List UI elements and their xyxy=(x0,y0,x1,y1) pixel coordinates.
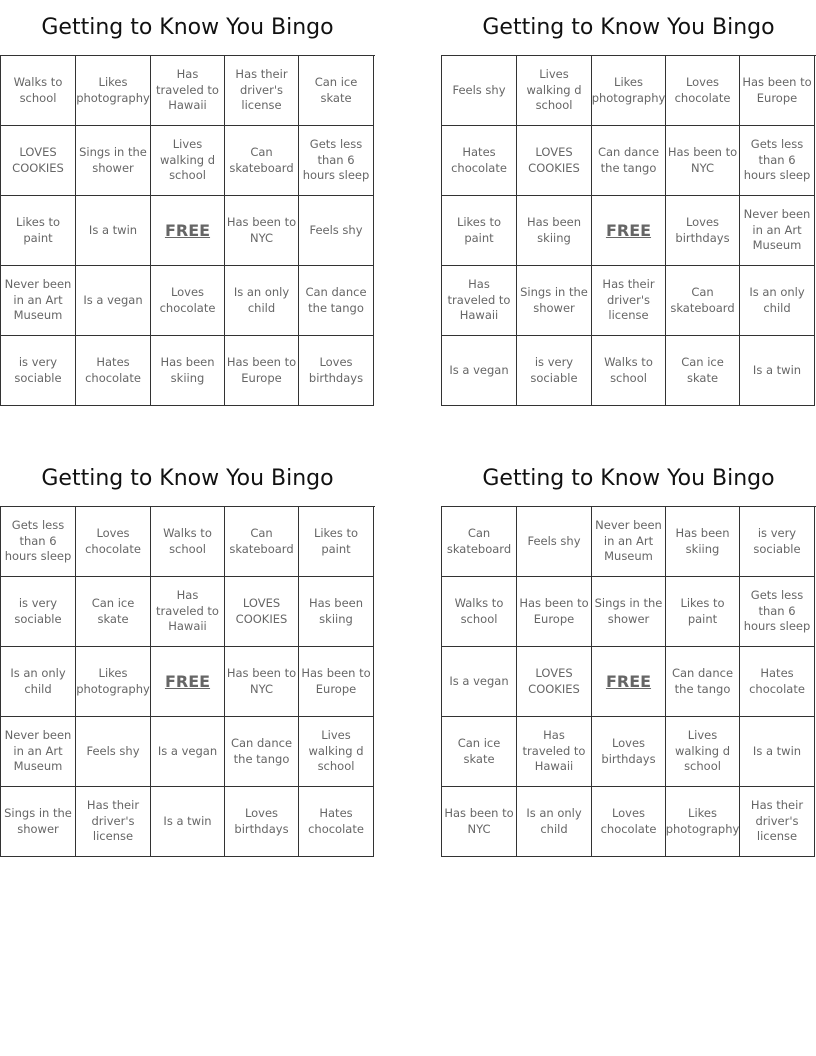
bingo-cell: is very sociable xyxy=(740,507,815,577)
bingo-cell: Has been to Europe xyxy=(225,336,299,406)
bingo-cell: Loves chocolate xyxy=(151,266,225,336)
bingo-cell: Hates chocolate xyxy=(76,336,151,406)
bingo-cell: Is a twin xyxy=(76,196,151,266)
bingo-cell: Sings in the shower xyxy=(592,577,666,647)
bingo-cell: Likes photography xyxy=(76,647,151,717)
bingo-cell: Never been in an Art Museum xyxy=(1,717,76,787)
bingo-cell: Has their driver's license xyxy=(592,266,666,336)
bingo-cell: Can dance the tango xyxy=(592,126,666,196)
bingo-cell: Is a vegan xyxy=(151,717,225,787)
card-title: Getting to Know You Bingo xyxy=(41,15,334,40)
bingo-cell: Is an only child xyxy=(740,266,815,336)
bingo-cell: Has traveled to Hawaii xyxy=(442,266,517,336)
bingo-cell: Feels shy xyxy=(442,56,517,126)
bingo-cell: Walks to school xyxy=(592,336,666,406)
bingo-cell: Is a vegan xyxy=(442,647,517,717)
bingo-card xyxy=(441,461,816,857)
bingo-cell: Loves birthdays xyxy=(666,196,740,266)
bingo-cell: Lives walking d school xyxy=(299,717,374,787)
bingo-cell: Can skateboard xyxy=(225,126,299,196)
bingo-cell: Is a vegan xyxy=(76,266,151,336)
bingo-cell: Can skateboard xyxy=(666,266,740,336)
bingo-cell: Gets less than 6 hours sleep xyxy=(1,507,76,577)
bingo-cell: Sings in the shower xyxy=(76,126,151,196)
bingo-cell: Loves chocolate xyxy=(666,56,740,126)
bingo-cell: Has traveled to Hawaii xyxy=(151,56,225,126)
bingo-cell: Is an only child xyxy=(517,787,592,857)
free-space-cell: FREE xyxy=(151,647,225,717)
bingo-cell: Has traveled to Hawaii xyxy=(517,717,592,787)
card-title: Getting to Know You Bingo xyxy=(482,466,775,491)
bingo-cell: Lives walking d school xyxy=(666,717,740,787)
bingo-cell: Likes photography xyxy=(592,56,666,126)
free-space-cell: FREE xyxy=(151,196,225,266)
bingo-cell: is very sociable xyxy=(517,336,592,406)
bingo-cell: Has been to Europe xyxy=(299,647,374,717)
bingo-cell: Has been skiing xyxy=(666,507,740,577)
bingo-cell: is very sociable xyxy=(1,336,76,406)
bingo-cell: Gets less than 6 hours sleep xyxy=(740,577,815,647)
bingo-grid xyxy=(0,506,375,857)
bingo-cell: Gets less than 6 hours sleep xyxy=(740,126,815,196)
bingo-cell: Sings in the shower xyxy=(517,266,592,336)
bingo-cell: Loves chocolate xyxy=(76,507,151,577)
bingo-cell: Is a twin xyxy=(740,717,815,787)
bingo-cell: Is a vegan xyxy=(442,336,517,406)
free-space-cell: FREE xyxy=(592,196,666,266)
bingo-card xyxy=(0,10,375,406)
bingo-cell: Never been in an Art Museum xyxy=(1,266,76,336)
bingo-cell: Can skateboard xyxy=(442,507,517,577)
bingo-cell: Lives walking d school xyxy=(517,56,592,126)
bingo-cell: Has their driver's license xyxy=(76,787,151,857)
bingo-cell: is very sociable xyxy=(1,577,76,647)
bingo-card xyxy=(441,10,816,406)
bingo-cell: Hates chocolate xyxy=(299,787,374,857)
bingo-cell: Has their driver's license xyxy=(225,56,299,126)
bingo-cell: Feels shy xyxy=(299,196,374,266)
bingo-cell: Hates chocolate xyxy=(740,647,815,717)
bingo-cell: Is a twin xyxy=(151,787,225,857)
card-title: Getting to Know You Bingo xyxy=(482,15,775,40)
bingo-cell: Likes to paint xyxy=(299,507,374,577)
bingo-cell: Feels shy xyxy=(517,507,592,577)
bingo-grid xyxy=(441,55,816,406)
bingo-cell: LOVES COOKIES xyxy=(1,126,76,196)
bingo-cell: Can dance the tango xyxy=(299,266,374,336)
bingo-cell: Loves birthdays xyxy=(299,336,374,406)
bingo-cell: Likes to paint xyxy=(666,577,740,647)
bingo-cell: Has been to NYC xyxy=(442,787,517,857)
bingo-cell: Likes photography xyxy=(666,787,740,857)
bingo-cell: Has been to NYC xyxy=(666,126,740,196)
bingo-cell: Gets less than 6 hours sleep xyxy=(299,126,374,196)
bingo-cell: Loves chocolate xyxy=(592,787,666,857)
bingo-cell: Lives walking d school xyxy=(151,126,225,196)
bingo-cell: Walks to school xyxy=(442,577,517,647)
bingo-cell: Hates chocolate xyxy=(442,126,517,196)
bingo-cell: LOVES COOKIES xyxy=(517,647,592,717)
bingo-cell: Walks to school xyxy=(1,56,76,126)
bingo-cell: Never been in an Art Museum xyxy=(740,196,815,266)
bingo-cell: Feels shy xyxy=(76,717,151,787)
bingo-cell: Has been to NYC xyxy=(225,647,299,717)
bingo-cell: Has their driver's license xyxy=(740,787,815,857)
bingo-cell: Never been in an Art Museum xyxy=(592,507,666,577)
bingo-cell: Can dance the tango xyxy=(225,717,299,787)
bingo-grid xyxy=(441,506,816,857)
bingo-cell: Has been skiing xyxy=(517,196,592,266)
bingo-cell: Has been skiing xyxy=(151,336,225,406)
bingo-cell: Can skateboard xyxy=(225,507,299,577)
card-title: Getting to Know You Bingo xyxy=(41,466,334,491)
bingo-cell: Can ice skate xyxy=(299,56,374,126)
bingo-card xyxy=(0,461,375,857)
bingo-cell: Has traveled to Hawaii xyxy=(151,577,225,647)
bingo-cell: Can ice skate xyxy=(76,577,151,647)
bingo-cell: Loves birthdays xyxy=(225,787,299,857)
bingo-cell: Is an only child xyxy=(225,266,299,336)
bingo-cell: Has been to Europe xyxy=(517,577,592,647)
bingo-grid xyxy=(0,55,375,406)
bingo-cell: Has been skiing xyxy=(299,577,374,647)
bingo-cell: Has been to NYC xyxy=(225,196,299,266)
bingo-cell: Is a twin xyxy=(740,336,815,406)
bingo-cell: Likes photography xyxy=(76,56,151,126)
free-space-cell: FREE xyxy=(592,647,666,717)
bingo-cell: Loves birthdays xyxy=(592,717,666,787)
bingo-cell: Can ice skate xyxy=(666,336,740,406)
bingo-cell: LOVES COOKIES xyxy=(225,577,299,647)
bingo-cell: Likes to paint xyxy=(442,196,517,266)
bingo-cell: Is an only child xyxy=(1,647,76,717)
bingo-cell: Can ice skate xyxy=(442,717,517,787)
bingo-cell: LOVES COOKIES xyxy=(517,126,592,196)
bingo-cell: Walks to school xyxy=(151,507,225,577)
bingo-cell: Can dance the tango xyxy=(666,647,740,717)
bingo-cell: Sings in the shower xyxy=(1,787,76,857)
bingo-cell: Has been to Europe xyxy=(740,56,815,126)
bingo-cell: Likes to paint xyxy=(1,196,76,266)
